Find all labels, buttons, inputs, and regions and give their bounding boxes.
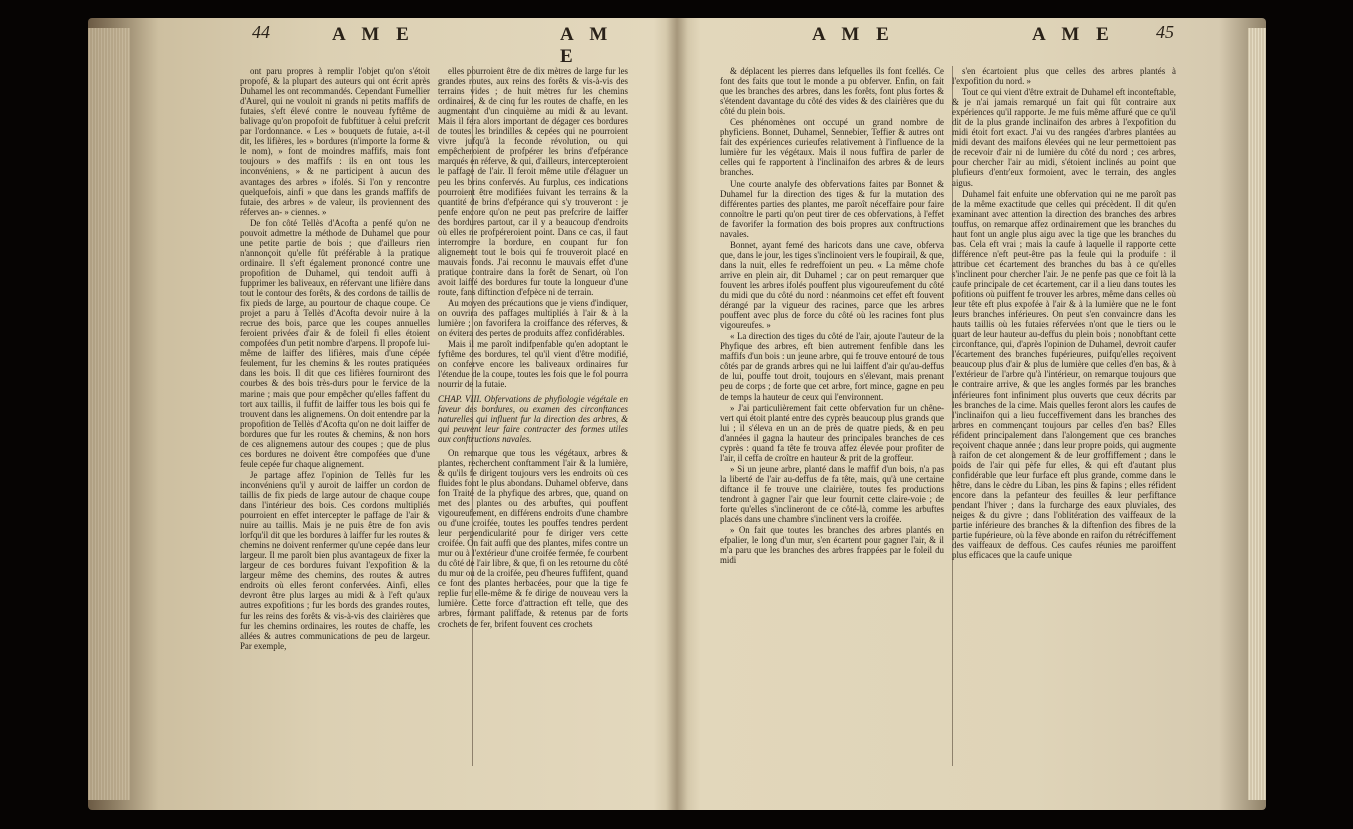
paragraph: Je partage affez l'opinion de Tellès fur les inconvéniens qu'il y auroit de laiffer un cordon de taillis de fix pieds de large autour de chaque coupe dans l'intérieur des bois. Ces cordons multipliés pourroient en effet intercepter le paffage de l'air & nuire au taillis. Mais je ne puis être de fon avis lorfqu'il dit que les bordures à laiffer fur les routes & chemins ne doivent renfermer qu'une cepée dans leur largeur. Il me paroît bien plus avantageux de fixer la largeur de ces bordures fuivant l'expofition & la largeur même des chemins, des routes & autres endroits où elles feront confervées. Ainfi, elles devront être plus larges au midi & à l'eft qu'aux autres expofitions ; fur les bords des grandes routes, fur les reins des forêts & vis-à-vis des clairières que fur les chemins ordinaires, les routes de chaffe, les allées & autres communications de peu de largeur. Par exemple, — [240, 469, 430, 651]
paragraph: Mais il me paroît indifpenfable qu'en adoptant le fyftême des bordures, tel qu'il vient d'être modifié, on conferve encore les baliveaux ordinaires fur l'étendue de la coupe, toutes les fois que le fol pourra nourrir de la futaie. — [438, 339, 628, 390]
right-page-header — [720, 18, 1188, 48]
left-page-header — [160, 18, 628, 67]
running-head-left: A M E — [812, 24, 895, 45]
right-page-columns — [720, 66, 1188, 784]
paragraph: De fon côté Tellès d'Acofta a penfé qu'on ne pouvoit admettre la méthode de Duhamel que pour une petite partie de bois ; que d'ailleurs rien n'annonçoit qu'elle fût préférable à la pratique ordinaire. Il s'eft également prononcé contre une propofition de Duhamel, qui tendoit auffi à fupprimer les baliveaux, en réfervant une lifière dans tout le contour des forêts, & des cordons de taillis de fix pieds de large, au pourtour de chaque coupe. Ce projet a paru à Tellès d'Acofta devoir nuire à la recrue des bois, parce que les coupes annuelles feroient privées d'air & de foleil fi elles étoient compofées d'un petit nombre d'arpens. Il propofe lui-même de laiffer des lifières, mais d'une cépée feulement, fur les chemins & les routes pratiquées dans les bois. Il dit que ces lifières fourniront des courbes & des bois très-durs pour le fervice de la marine ; mais que pour empêcher qu'elles faffent du tort aux taillis, il fuffit de laiffer tous les bois qui fe trouvent dans les alignemens. On doit entendre par la propofition de Tellès d'Acofta qu'on ne doit laiffer de bordures que fur les routes & chemins, & non hors de ces alignemens autour des coupes ; que de plus ces bordures ne doivent être compofées que d'une feule cepée fur chaque alignement. — [240, 217, 430, 469]
paragraph: » J'ai particulièrement fait cette obfervation fur un chêne-vert qui étoit planté entre des cyprès beaucoup plus grands que lui ; il s'éleva en un an de près de quatre pieds, & en peu d'années il gagna la hauteur des principales branches de ces cyprès : quand fa tête fe trouva affez élevée pour profiter de l'air, il ceffa de croître en hauteur & prit de la groffeur. — [720, 402, 944, 463]
page-number: 45 — [1156, 22, 1174, 42]
running-head-right: A M E — [1032, 24, 1115, 45]
paragraph: « La direction des tiges du côté de l'air, ajoute l'auteur de la Phyfique des arbres, eft bien autrement fenfible dans les maffifs d'un bois : un jeune arbre, qui fe trouve entouré de tous côtés par de grands arbres qui ne lui laiffent d'air qu'au-deffus de lui, pouffe tout droit, toujours en s'élevant, mais prenant peu de corps ; de forte que cet arbre, fort mince, gagne en peu de temps la hauteur de ceux qui l'environnent. — [720, 331, 944, 402]
paragraph: Ces phénomènes ont occupé un grand nombre de phyficiens. Bonnet, Duhamel, Sennebier, Teffier & autres ont fait des expériences curieufes relativement à l'influence de la lumière fur les végétaux. Mais il nous fuffira de parler de celles qui fe rapportent à l'inclinaifon des arbres & de leurs branches. — [720, 117, 944, 178]
book-gutter — [666, 18, 688, 810]
chapter-heading: CHAP. VIII. Obfervations de phyfiologie végétale en faveur des bordures, ou examen des circonftances naturelles qui influent fur la direction des arbres, & qui peuvent leur faire contracter des formes utiles aux conftructions navales. — [438, 393, 628, 444]
paragraph: Une courte analyfe des obfervations faites par Bonnet & Duhamel fur la direction des tiges & fur la mutation des différentes parties des plantes, me paroît néceffaire pour faire connoître le parti qu'on peut tirer de ces obfervations, à l'effet de favorifer la formation des bois propres aux conftructions navales. — [720, 178, 944, 239]
paragraph: Bonnet, ayant femé des haricots dans une cave, obferva que, dans le jour, les tiges s'inclinoient vers le foupirail, & que, dans la nuit, elles fe redreffoient un peu. « La même chofe arrive en plein air, dit Duhamel ; car on peut remarquer que fouvent les arbres ifolés pouffent plus vigoureufement du côté du midi que du côté du nord : néanmoins cet effet eft fouvent dérangé par la vigueur des racines, parce que les arbres pouffent avec plus de force du côté où les racines font plus vigoureufes. » — [720, 239, 944, 331]
paragraph: & déplacent les pierres dans lefquelles ils font fcellés. Ce font des faits que tout le monde a pu obferver. Enfin, on fait que les branches des arbres, dans les forêts, font plus fortes & s'étendent davantage du côté des vides & des clairières que du côté du plein bois. — [720, 66, 944, 117]
right-page — [720, 18, 1188, 784]
book-fore-edge-right — [1248, 28, 1266, 800]
right-page-column-2 — [952, 66, 1176, 784]
paragraph: » On fait que toutes les branches des arbres plantés en efpalier, le long d'un mur, s'en écartent pour gagner l'air, & il m'a paru que les branches des arbres frappées par le foleil du midi — [720, 525, 944, 566]
paragraph: Au moyen des précautions que je viens d'indiquer, on ouvrira des paffages multipliés à l'air & à la lumière ; on favorifera la croiffance des réferves, & on évitera des pertes de produits affez confidérables. — [438, 298, 628, 339]
paragraph: elles pourroient être de dix mètres de large fur les grandes routes, aux reins des forêts & vis-à-vis des terrains vides ; de huit mètres fur les chemins ordinaires, & de cinq fur les routes de chaffe, en les augmentant d'un cinquième au midi & au levant. Mais il fera alors important de dégager ces bordures de toutes les brindilles & cepées qui ne pourroient vivre jufqu'à la feconde révolution, ou qui empêcheroient de profpérer les brins d'efpérance marqués en réferve, & qui, d'ailleurs, intercepteroient le paffage de l'air. Il feroit même utile d'élaguer un peu les brins confervés. Au furplus, ces indications pourroient être modifiées fuivant les terrains & la quantité de brins d'efpérance qui s'y trouveront : je penfe encore qu'on ne peut pas prefcrire de laiffer des bordures partout, car il y a beaucoup d'endroits où elles ne profpéreroient point. Dans ce cas, il faut interrompre la bordure, en coupant fur fon alignement tout le bois qui fe trouveroit placé en mauvais fonds. J'ai reconnu le mauvais effet d'une pratique contraire dans la forêt de Senart, où l'on avoit laiffé des bordures fur toute la longueur d'une route, fans diftinction d'efpèce ni de terrain. — [438, 66, 628, 298]
running-head-left: A M E — [332, 24, 415, 45]
paragraph: On remarque que tous les végétaux, arbres & plantes, recherchent conftamment l'air & la lumière, & qu'ils fe dirigent toujours vers les endroits où ces fluides font le plus abondans. Duhamel obferve, dans fon Traité de la phyfique des arbres, que, quand on met des plantes ou des arbuftes, qui pouffent vigoureufement, en différens endroits d'une chambre ou d'une croifée, toutes les pouffes tendres perdent leur perpendicularité pour fe diriger vers cette croifée. On fait auffi que des plantes, mifes contre un mur ou à l'extérieur d'une croifée fermée, fe courbent du côté de l'air libre, & que, fi on les retourne du côté du mur ou de la croifée, peu d'heures fuffifent, quand ce font des plantes herbacées, pour que la tige fe replie fur elle-même & fe dirige de nouveau vers la lumière. Cette force d'attraction eft telle, que des arbres, formant paliffade, & retenus par de forts crochets de fer, brifent fouvent ces crochets — [438, 447, 628, 629]
left-page-column-1 — [240, 66, 430, 784]
running-head-right: A M E — [560, 24, 614, 67]
page-number: 44 — [252, 22, 270, 42]
paragraph: ont paru propres à remplir l'objet qu'on s'étoit propofé, & la plupart des auteurs qui ont écrit après Duhamel les ont recommandés. Cependant Fumellier d'Aurel, qui ne vouloit ni grands ni petits maffifs de futaies, s'eft élevé contre le nouveau fyftême de balivage qu'on propofoit de fubftituer à celui prefcrit par l'ordonnance. « Les » bouquets de futaie, a-t-il dit, les lifières, les » bordures (n'importe la forme & le nom), » font de moindres maffifs, mais font toujours » des maffifs : ils en ont tous les inconvéniens, » & ne participent à aucun des avantages des arbres » ifolés. Si l'on y rencontre quelquefois, ainfi » que dans les grands maffifs de futaie, des arbres » de valeur, ils proviennent des réferves an- » ciennes. » — [240, 66, 430, 217]
left-page — [160, 18, 628, 784]
book-fore-edge-left — [88, 28, 130, 800]
paragraph: » Si un jeune arbre, planté dans le maffif d'un bois, n'a pas la liberté de l'air au-deffus de fa tête, mais, qu'à une certaine diftance il fe trouve une clairière, toutes fes productions tendront à gagner l'air que leur fournit cette claire-voie ; de forte qu'elles s'inclineront de ce côté-là, comme les arbuftes placés dans une chambre s'inclinent vers la croifée. — [720, 463, 944, 525]
left-page-columns — [240, 66, 628, 784]
paragraph: Tout ce qui vient d'être extrait de Duhamel eft inconteftable, & je n'ai jamais remarqué un fait qui fût contraire aux expériences qu'il rapporte. Je me fuis même affuré que ce qu'il dit de la plus grande inclinaifon des arbres à l'expofition du midi étoit fort exact. J'ai vu des rangées d'arbres plantées au midi devant des maifons élevées qui ne leur permettoient pas de recevoir d'air ni de lumière du côté du nord ; ces arbres, pour chercher l'air au midi, s'étoient inclinés au point que plufieurs d'entr'eux formoient, avec le terrain, des angles aigus. — [952, 87, 1176, 188]
right-page-column-1 — [720, 66, 944, 784]
paragraph: Duhamel fait enfuite une obfervation qui ne me paroît pas de la même exactitude que celles qui précèdent. Il dit qu'en examinant avec attention la direction des branches des arbres touffus, on remarque affez ordinairement que les branches du haut font un angle plus aigu avec la tige que les branches du bas. Cela eft vrai ; mais la caufe à laquelle il rapporte cette différence n'eft peut-être pas la feule qui la produife : il attribue cet écartement des branches du bas à ce qu'elles s'inclinent pour chercher l'air. Je ne penfe pas que ce foit là la caufe principale de cet écartement, car il a lieu dans toutes les pofitions où puiffent fe trouver les arbres, même dans celles où leur tête eft plus expofée à l'air & à la lumière que ne le font leurs branches inférieures. On peut s'en convaincre dans les hauts taillis où les futaies réfervées n'ont que le tiers ou le quart de leur hauteur au-deffus du plein bois ; nonobftant cette circonftance, qui, d'après l'opinion de Duhamel, devroit caufer l'écartement des branches fupérieures, puifqu'elles reçoivent beaucoup plus d'air & plus de lumière que celles d'en bas, & à l'extérieur de l'arbre qu'à l'intérieur, on remarque toujours que le contraire arrive, & que les angles formés par les branches inférieures font infiniment plus ouverts que ceux décrits par les branches de la cime. Mais quelles feront alors les caufes de l'inclinaifon qui a lieu fucceffivement dans les branches des arbres en commençant toujours par celles d'en bas? Elles réfident principalement dans l'alongement que ces branches reçoivent chaque année ; dans leur propre poids, qui augmente à raifon de cet alongement & de leur groffiffement ; dans le poids de l'air qui pèfe fur elles, & qui eft d'autant plus confidérable que leur furface eft plus grande, comme dans le hêtre, dans le cèdre du Liban, les pins & fapins ; elles réfident encore dans la pefanteur des feuilles & leur perfiftance pendant l'hiver ; dans la furcharge des eaux pluviales, des neiges & du givre ; dans l'oblitération des vaiffeaux de la partie inférieure des branches & la diftenfion des fibres de la partie fupérieure, où la fève abonde en raifon du rétréciffement des vaiffeaux de deffous. Ces caufes réunies me paroiffent plus efficaces que la caufe unique — [952, 188, 1176, 561]
paragraph: s'en écartoient plus que celles des arbres plantés à l'expofition du nord. » — [952, 66, 1176, 87]
left-page-column-2 — [438, 66, 628, 784]
